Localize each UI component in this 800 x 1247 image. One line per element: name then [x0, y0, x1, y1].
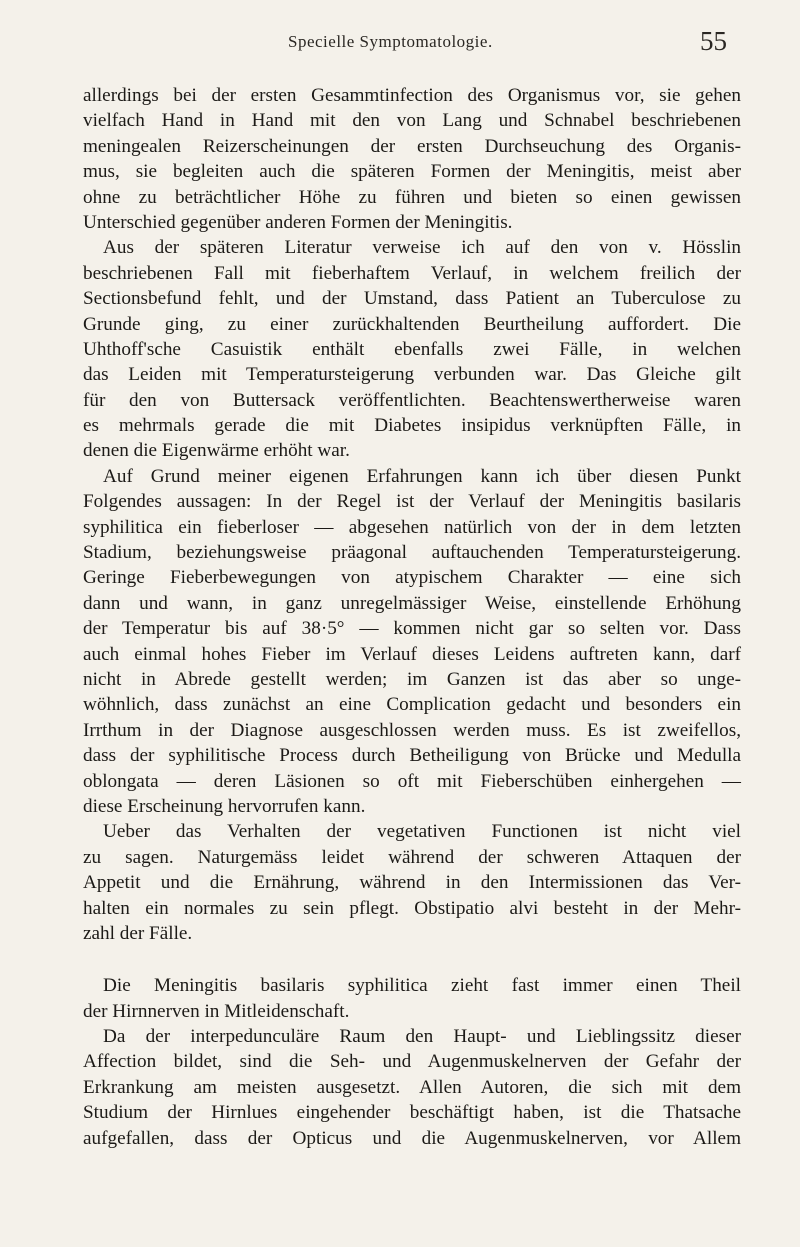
text-line: für den von Buttersack veröffentlichten. Beachtenswertherweise waren — [83, 389, 741, 411]
text-line: diese Erscheinung hervorrufen kann. — [83, 795, 366, 817]
text-line: Erkrankung am meisten ausgesetzt. Allen Autoren, die sich mit dem — [83, 1076, 741, 1098]
text-line: dann und wann, in ganz unregelmässiger Weise, einstellende Erhöhung — [83, 592, 741, 614]
body-text — [83, 83, 741, 1151]
text-line: Appetit und die Ernährung, während in den Intermissionen das Ver- — [83, 872, 741, 894]
text-line: Stadium, beziehungsweise präagonal auftauchenden Temperatursteigerung. — [83, 542, 741, 564]
text-line: wöhnlich, dass zunächst an eine Complication gedacht und besonders ein — [83, 694, 741, 716]
text-line: denen die Eigenwärme erhöht war. — [83, 440, 350, 462]
text-line: zu sagen. Naturgemäss leidet während der schweren Attaquen der — [83, 846, 741, 868]
text-line: mus, sie begleiten auch die späteren Formen der Meningitis, meist aber — [83, 161, 741, 183]
text-line: oblongata — deren Läsionen so oft mit Fieberschüben einhergehen — — [83, 770, 741, 792]
page-header — [0, 26, 800, 66]
text-line: das Leiden mit Temperatursteigerung verbunden war. Das Gleiche gilt — [83, 364, 741, 386]
text-line: Geringe Fieberbewegungen von atypischem Charakter — eine sich — [83, 567, 741, 589]
text-line: halten ein normales zu sein pflegt. Obstipatio alvi besteht in der Mehr- — [83, 897, 741, 919]
text-line: Folgendes aussagen: In der Regel ist der Verlauf der Meningitis basilaris — [83, 491, 741, 513]
text-line: allerdings bei der ersten Gesammtinfection des Organismus vor, sie gehen — [83, 85, 741, 106]
text-line: Auf Grund meiner eigenen Erfahrungen kann ich über diesen Punkt — [103, 465, 741, 487]
text-line: Da der interpedunculäre Raum den Haupt- und Lieblingssitz dieser — [103, 1026, 741, 1048]
paragraph — [83, 973, 741, 1024]
text-line: beschriebenen Fall mit fieberhaftem Verlauf, in welchem freilich der — [83, 262, 741, 284]
text-line: auch einmal hohes Fieber im Verlauf dieses Leidens auftreten kann, darf — [83, 643, 741, 665]
paragraph — [83, 819, 741, 946]
text-line: Studium der Hirnlues eingehender beschäftigt haben, ist die Thatsache — [83, 1102, 741, 1124]
page-number: 55 — [700, 26, 727, 56]
text-line: aufgefallen, dass der Opticus und die Augenmuskelnerven, vor Allem — [83, 1127, 741, 1149]
text-line: vielfach Hand in Hand mit den von Lang und Schnabel beschriebenen — [83, 110, 741, 132]
text-line: zahl der Fälle. — [83, 922, 193, 944]
text-line: Ueber das Verhalten der vegetativen Functionen ist nicht viel — [103, 821, 741, 843]
text-line: es mehrmals gerade die mit Diabetes insipidus verknüpften Fälle, in — [83, 415, 741, 437]
text-line: syphilitica ein fieberloser — abgesehen natürlich von der in dem letzten — [83, 516, 741, 538]
text-line: Uhthoff'sche Casuistik enthält ebenfalls zwei Fälle, in welchen — [83, 338, 741, 360]
text-line: Unterschied gegenüber anderen Formen der Meningitis. — [83, 211, 513, 233]
text-line: nicht in Abrede gestellt werden; im Ganzen ist das aber so unge- — [83, 668, 741, 690]
text-line: Sectionsbefund fehlt, und der Umstand, dass Patient an Tuberculose zu — [83, 288, 741, 310]
text-line: Die Meningitis basilaris syphilitica zieht fast immer einen Theil — [103, 975, 741, 997]
paragraph — [83, 1024, 741, 1151]
paragraph — [83, 83, 741, 235]
text-line: Aus der späteren Literatur verweise ich auf den von v. Hösslin — [103, 237, 741, 259]
section-gap — [83, 946, 741, 973]
text-line: Irrthum in der Diagnose ausgeschlossen werden muss. Es ist zweifellos, — [83, 719, 741, 741]
running-head: Specielle Symptomatologie. — [288, 32, 493, 51]
text-line: der Hirnnerven in Mitleidenschaft. — [83, 1000, 350, 1022]
text-line: der Temperatur bis auf 38·5° — kommen nicht gar so selten vor. Dass — [83, 618, 741, 640]
text-line: Affection bildet, sind die Seh- und Augenmuskelnerven der Gefahr der — [83, 1051, 741, 1073]
text-line: Grunde ging, zu einer zurückhaltenden Beurtheilung auffordert. Die — [83, 313, 741, 335]
text-line: dass der syphilitische Process durch Betheiligung von Brücke und Medulla — [83, 745, 741, 767]
text-line: ohne zu beträchtlicher Höhe zu führen und bieten so einen gewissen — [83, 186, 741, 208]
text-line: meningealen Reizerscheinungen der ersten Durchseuchung des Organis- — [83, 135, 741, 157]
paragraph — [83, 464, 741, 819]
paragraph — [83, 235, 741, 464]
